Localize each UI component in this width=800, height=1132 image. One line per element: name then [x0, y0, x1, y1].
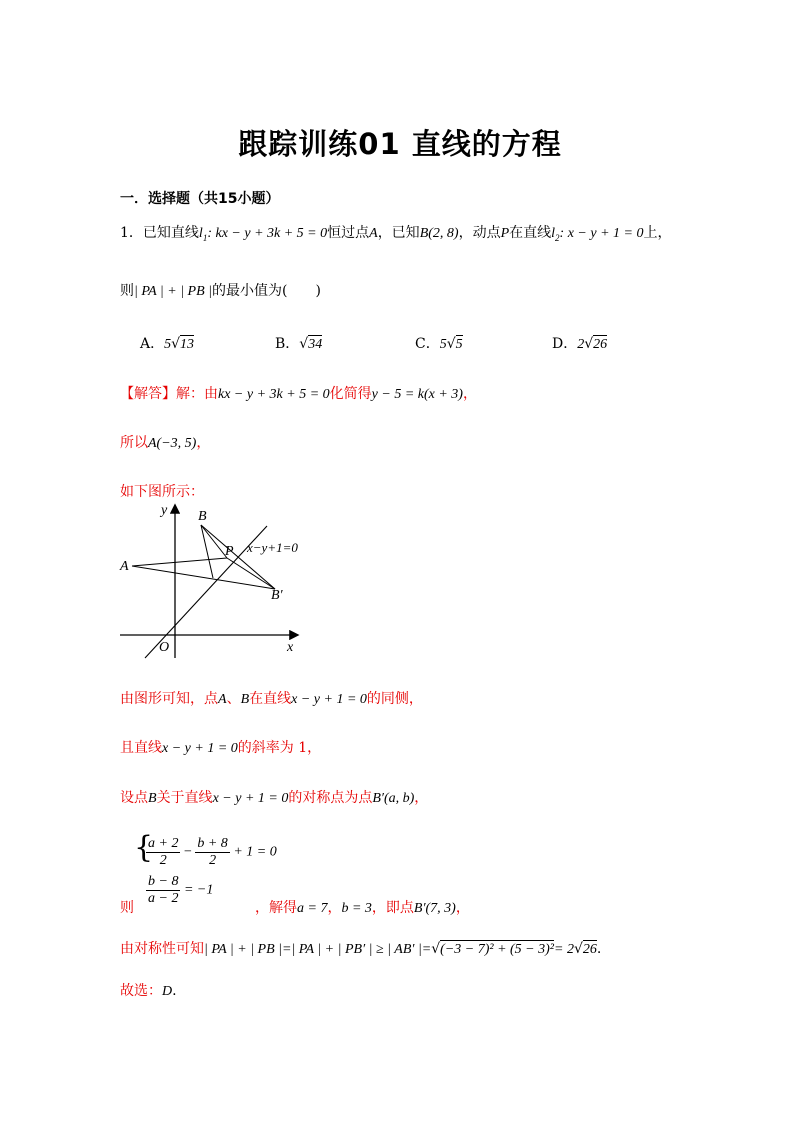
coordinate-figure [115, 498, 315, 663]
answer-blank: ( ) [282, 283, 321, 299]
text: 在直线 [509, 225, 552, 241]
segment-B-Bprime [201, 525, 275, 589]
section-heading: 一．选择题（共15小题） [120, 191, 280, 207]
system-equation-1: $\frac{a + 2}{2}$ − $\frac{b + 8}{2}$ + 1 = 0 [148, 836, 277, 868]
option-C: C．5√5 [415, 336, 463, 352]
solution-line-8: 由对称性可知| PA | + | PB |=| PA | + | PB′ | ≥ | AB′ |=√(−3 − 7)² + (5 − 3)²= 2√26. [120, 941, 602, 957]
text: 的最小值为 [212, 283, 282, 299]
l2-symbol: $l_2$: x − y + 1 = 0 [551, 226, 644, 243]
line-label: x−y+1=0 [247, 540, 298, 555]
point-B: B(2, 8) [419, 226, 459, 241]
segment-A-P [132, 558, 227, 566]
system-equation-2: $\frac{b - 8}{a - 2}$ = −1 [148, 874, 214, 906]
option-D: D．2√26 [552, 336, 608, 352]
text: 已知直线 [142, 225, 199, 241]
label-Bprime: B′ [271, 588, 283, 603]
text: ，已知 [377, 225, 420, 241]
question-number: 1． [120, 225, 143, 241]
x-label: x [287, 640, 294, 655]
text: 上， [643, 225, 672, 241]
question-1-line-2 [120, 280, 321, 300]
solution-line-2: 所以A(−3, 5)， [120, 435, 211, 451]
segment-A-Bprime [132, 566, 275, 589]
solution-line-1: 【解答】解：由kx − y + 3k + 5 = 0化简得y − 5 = k(x + 3)， [120, 386, 477, 402]
system-brace: { [134, 830, 154, 865]
solution-line-6: 设点B关于直线x − y + 1 = 0的对称点为点B′(a, b)， [120, 790, 429, 806]
solution-line-4: 由图形可知，点A、B在直线x − y + 1 = 0的同侧， [120, 691, 423, 707]
solution-line-7-prefix: 则 [120, 900, 134, 916]
solution-line-9: 故选：D. [120, 983, 177, 999]
question-1-line-1 [120, 222, 671, 243]
sum-expression: | PA | + | PB | [134, 284, 212, 299]
y-label: y [161, 503, 168, 518]
label-A: A [120, 559, 129, 574]
solution-line-3: 如下图所示： [120, 484, 204, 500]
label-P: P [225, 544, 234, 559]
text: 则 [120, 283, 134, 299]
option-A: A．5√13 [140, 336, 195, 352]
point-P: P [500, 226, 510, 241]
text: ，动点 [458, 225, 501, 241]
segment-P-Bprime [227, 558, 275, 589]
point-A: A [369, 226, 378, 241]
solution-line-7: ，解得a = 7，b = 3，即点B′(7, 3)， [255, 900, 470, 916]
label-B: B [198, 509, 207, 524]
l1-symbol: $l_1$: kx − y + 3k + 5 = 0 [198, 226, 328, 243]
text: 恒过点 [327, 225, 370, 241]
solution-line-5: 且直线x − y + 1 = 0的斜率为 1， [120, 740, 322, 756]
option-B: B．√34 [275, 336, 323, 352]
page-title: 跟踪训练01 直线的方程 [238, 127, 562, 161]
origin-label: O [159, 640, 170, 655]
